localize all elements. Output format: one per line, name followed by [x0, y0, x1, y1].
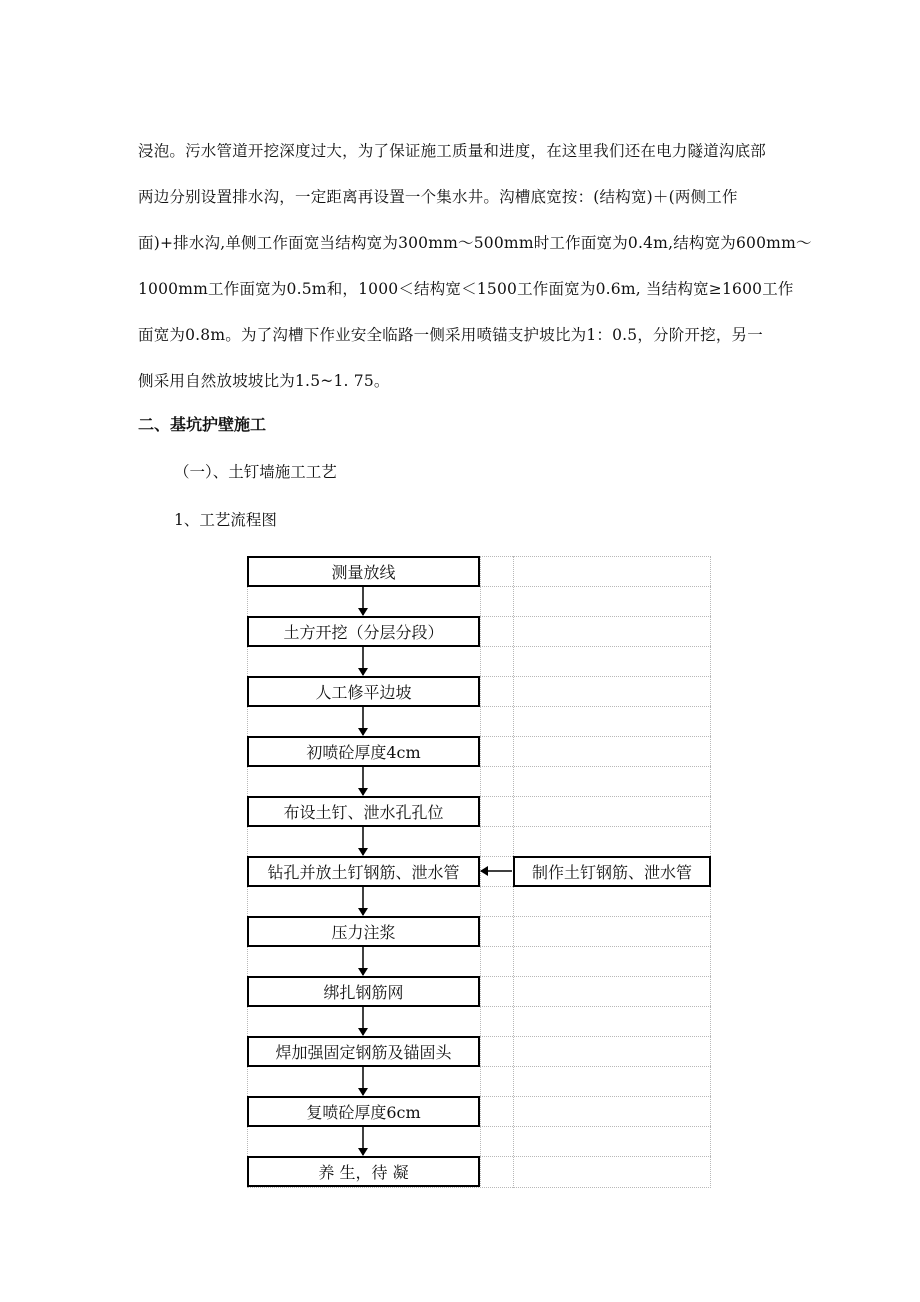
item-heading: 1、工艺流程图	[174, 511, 277, 529]
paragraph-line: 两边分别设置排水沟，一定距离再设置一个集水井。沟槽底宽按：(结构宽)＋(两侧工作	[138, 188, 738, 206]
flow-step-cure: 养 生，待 凝	[247, 1156, 480, 1187]
paragraph-line: 侧采用自然放坡坡比为1.5~1. 75。	[138, 372, 390, 390]
flow-step-initial-spray: 初喷砼厚度4cm	[247, 736, 480, 767]
flow-step-tie-mesh: 绑扎钢筋网	[247, 976, 480, 1007]
flow-step-second-spray: 复喷砼厚度6cm	[247, 1096, 480, 1127]
section-heading: 二、基坑护壁施工	[138, 415, 267, 434]
paragraph-line: 浸泡。污水管道开挖深度过大，为了保证施工质量和进度，在这里我们还在电力隧道沟底部	[138, 142, 767, 160]
paragraph-line: 面)+排水沟,单侧工作面宽当结构宽为300mm～500mm时工作面宽为0.4m,结构宽为600mm～	[138, 234, 812, 252]
paragraph-line: 面宽为0.8m。为了沟槽下作业安全临路一侧采用喷锚支护坡比为1：0.5，分阶开挖，另一	[138, 326, 763, 344]
flow-step-drill-insert: 钻孔并放土钉钢筋、泄水管	[247, 856, 480, 887]
flow-step-layout-nails: 布设土钉、泄水孔孔位	[247, 796, 480, 827]
flow-side-step-fabricate: 制作土钉钢筋、泄水管	[513, 856, 711, 887]
paragraph-line: 1000mm工作面宽为0.5m和，1000＜结构宽＜1500工作面宽为0.6m, 当结构宽≥1600工作	[138, 280, 794, 298]
flow-step-pressure-grout: 压力注浆	[247, 916, 480, 947]
flow-step-survey: 测量放线	[247, 556, 480, 587]
flow-step-weld-anchor: 焊加强固定钢筋及锚固头	[247, 1036, 480, 1067]
subsection-heading: （一）、土钉墙施工工艺	[174, 463, 337, 481]
flow-step-excavation: 土方开挖（分层分段）	[247, 616, 480, 647]
flow-step-trim-slope: 人工修平边坡	[247, 676, 480, 707]
